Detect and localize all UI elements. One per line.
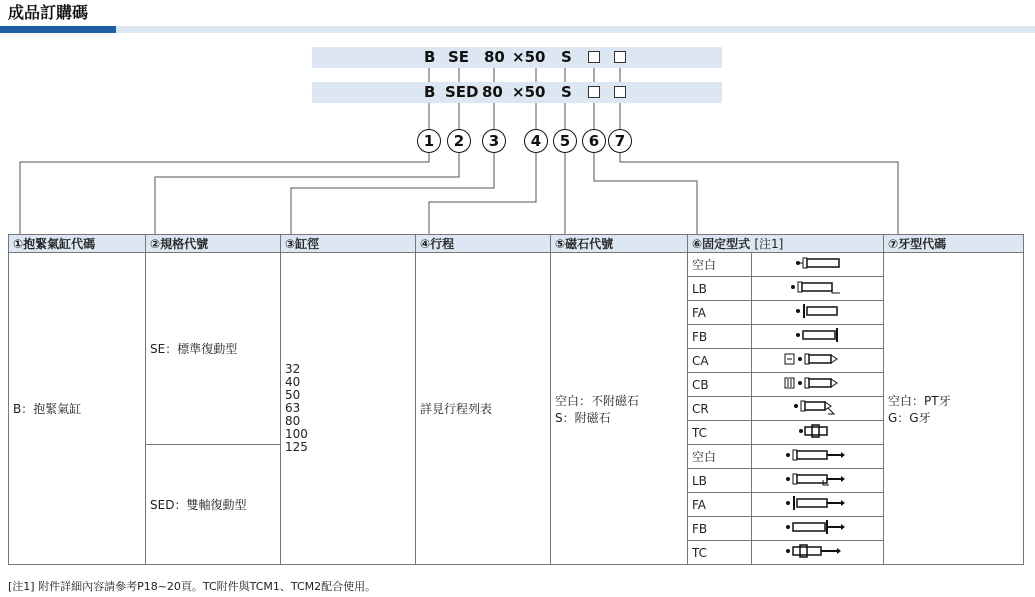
magnet-option: S：附磁石 — [555, 410, 611, 425]
page-title: 成品訂購碼 — [8, 3, 89, 22]
header-note-ref: [注1] — [754, 237, 784, 251]
magnet-option: 空白：不附磁石 — [555, 393, 640, 408]
header-cylinder-code: ①抱緊氣缸代碼 — [9, 235, 146, 253]
spec-se-cell: SE：標準復動型 — [146, 253, 281, 445]
circled-number-1: 1 — [417, 129, 441, 153]
mount-code: LB — [688, 469, 752, 493]
mount-diagram-icon — [752, 325, 884, 349]
bore-value: 125 — [285, 440, 308, 454]
mount-code: 空白 — [688, 445, 752, 469]
mount-diagram-icon — [752, 277, 884, 301]
circled-number-5: 5 — [553, 129, 577, 153]
cylinder-code-cell: B：抱緊氣缸 — [9, 253, 146, 565]
order-spec-table — [8, 234, 1024, 565]
header-mount-label: ⑥固定型式 — [692, 237, 751, 251]
mount-code: CB — [688, 373, 752, 397]
bore-value: 63 — [285, 401, 301, 415]
header-bore: ③缸徑 — [281, 235, 416, 253]
header-mount-type — [688, 235, 884, 253]
thread-option: G：G牙 — [888, 410, 931, 425]
bore-value: 80 — [285, 414, 301, 428]
circled-number-2: 2 — [447, 129, 471, 153]
bore-value: 32 — [285, 362, 301, 376]
mount-diagram-icon — [752, 493, 884, 517]
bore-list-cell — [281, 253, 416, 565]
circled-number-4: 4 — [524, 129, 548, 153]
mount-diagram-icon — [752, 253, 884, 277]
mount-code: FA — [688, 301, 752, 325]
code-part: S — [561, 83, 572, 101]
mount-code: TC — [688, 421, 752, 445]
thread-option: 空白：PT牙 — [888, 393, 951, 408]
footnote: [注1] 附件詳細內容請參考P18~20頁。TC附件與TCM1、TCM2配合使用。 — [8, 580, 377, 593]
thread-cell — [884, 253, 1024, 565]
code-part: 80 — [482, 83, 503, 101]
code-part: B — [424, 48, 436, 66]
header-spec-code: ②規格代號 — [146, 235, 281, 253]
spec-sed-cell: SED：雙軸復動型 — [146, 445, 281, 565]
circled-number-3: 3 — [482, 129, 506, 153]
mount-diagram-icon — [752, 445, 884, 469]
code-part: B — [424, 83, 436, 101]
mount-diagram-icon — [752, 301, 884, 325]
mount-diagram-icon — [752, 349, 884, 373]
code-part: S — [561, 48, 572, 66]
code-part: ×50 — [512, 83, 546, 101]
bore-value: 100 — [285, 427, 308, 441]
stroke-cell: 詳見行程列表 — [416, 253, 551, 565]
mount-code: FB — [688, 517, 752, 541]
bore-value: 40 — [285, 375, 301, 389]
mount-diagram-icon — [752, 421, 884, 445]
mount-code: CR — [688, 397, 752, 421]
bore-value: 50 — [285, 388, 301, 402]
mount-code: CA — [688, 349, 752, 373]
mount-diagram-icon — [752, 373, 884, 397]
mount-diagram-icon — [752, 517, 884, 541]
header-thread-code: ⑦牙型代碼 — [884, 235, 1024, 253]
code-part: SED — [445, 83, 479, 101]
header-magnet-code: ⑤磁石代號 — [551, 235, 688, 253]
mount-diagram-icon — [752, 541, 884, 565]
code-part: 80 — [484, 48, 505, 66]
code-part: ×50 — [512, 48, 546, 66]
header-stroke: ④行程 — [416, 235, 551, 253]
mount-code: 空白 — [688, 253, 752, 277]
circled-number-7: 7 — [608, 129, 632, 153]
mount-code: FA — [688, 493, 752, 517]
code-part: SE — [448, 48, 470, 66]
circled-number-6: 6 — [582, 129, 606, 153]
mount-code: LB — [688, 277, 752, 301]
mount-code: TC — [688, 541, 752, 565]
magnet-cell — [551, 253, 688, 565]
mount-code: FB — [688, 325, 752, 349]
mount-diagram-icon — [752, 397, 884, 421]
mount-diagram-icon — [752, 469, 884, 493]
